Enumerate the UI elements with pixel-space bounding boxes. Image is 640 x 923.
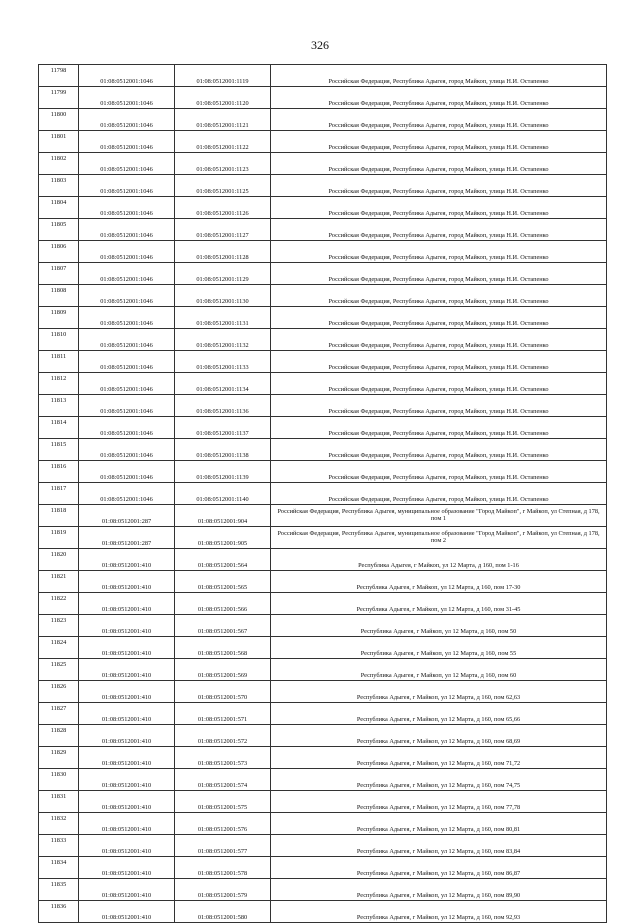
table-row [39, 769, 607, 791]
parent-cadastral-number: 01:08:0512001:410 [79, 593, 175, 615]
cadastral-number: 01:08:0512001:571 [175, 703, 271, 725]
cadastral-number: 01:08:0512001:1134 [175, 373, 271, 395]
table-row [39, 351, 607, 373]
address: Республика Адыгея, г Майкоп, ул 12 Марта, д 160, пом 68,69 [271, 725, 607, 747]
table-row [39, 417, 607, 439]
row-number: 11829 [39, 747, 79, 769]
parent-cadastral-number: 01:08:0512001:1046 [79, 87, 175, 109]
cadastral-number: 01:08:0512001:575 [175, 791, 271, 813]
address: Республика Адыгея, г Майкоп, ул 12 Марта, д 160, пом 65,66 [271, 703, 607, 725]
row-number: 11821 [39, 571, 79, 593]
address: Республика Адыгея, г Майкоп, ул 12 Марта, д 160, пом 55 [271, 637, 607, 659]
table-row [39, 857, 607, 879]
parent-cadastral-number: 01:08:0512001:410 [79, 835, 175, 857]
cadastral-number: 01:08:0512001:1132 [175, 329, 271, 351]
table-row [39, 593, 607, 615]
table-row [39, 241, 607, 263]
row-number: 11810 [39, 329, 79, 351]
parent-cadastral-number: 01:08:0512001:410 [79, 813, 175, 835]
address: Российская Федерация, Республика Адыгея, город Майкоп, улица Н.И. Остапенко [271, 285, 607, 307]
table-row [39, 571, 607, 593]
cadastral-number: 01:08:0512001:1139 [175, 461, 271, 483]
parent-cadastral-number: 01:08:0512001:410 [79, 747, 175, 769]
row-number: 11816 [39, 461, 79, 483]
address: Российская Федерация, Республика Адыгея, город Майкоп, улица Н.И. Остапенко [271, 461, 607, 483]
table-row [39, 527, 607, 549]
row-number: 11800 [39, 109, 79, 131]
row-number: 11819 [39, 527, 79, 549]
cadastral-number: 01:08:0512001:1125 [175, 175, 271, 197]
cadastral-number: 01:08:0512001:568 [175, 637, 271, 659]
address: Республика Адыгея, г Майкоп, ул 12 Марта, д 160, пом 80,81 [271, 813, 607, 835]
cadastral-number: 01:08:0512001:1120 [175, 87, 271, 109]
address: Республика Адыгея, г Майкоп, ул 12 Марта, д 160, пом 17-30 [271, 571, 607, 593]
parent-cadastral-number: 01:08:0512001:1046 [79, 65, 175, 87]
cadastral-number: 01:08:0512001:1137 [175, 417, 271, 439]
row-number: 11806 [39, 241, 79, 263]
parent-cadastral-number: 01:08:0512001:287 [79, 527, 175, 549]
row-number: 11835 [39, 879, 79, 901]
cadastral-number: 01:08:0512001:579 [175, 879, 271, 901]
cadastral-number: 01:08:0512001:569 [175, 659, 271, 681]
row-number: 11805 [39, 219, 79, 241]
parent-cadastral-number: 01:08:0512001:1046 [79, 351, 175, 373]
table-row [39, 197, 607, 219]
address: Российская Федерация, Республика Адыгея, город Майкоп, улица Н.И. Остапенко [271, 219, 607, 241]
table-row [39, 747, 607, 769]
address: Республика Адыгея, г Майкоп, ул 12 Марта, д 160, пом 71,72 [271, 747, 607, 769]
address: Республика Адыгея, г Майкоп, ул 12 Марта, д 160, пом 92,93 [271, 901, 607, 923]
table-row [39, 219, 607, 241]
address: Республика Адыгея, г Майкоп, ул 12 Марта, д 160, пом 83,84 [271, 835, 607, 857]
cadastral-number: 01:08:0512001:1122 [175, 131, 271, 153]
row-number: 11832 [39, 813, 79, 835]
address: Республика Адыгея, г Майкоп, ул 12 Марта, д 160, пом 1-16 [271, 549, 607, 571]
cadastral-number: 01:08:0512001:572 [175, 725, 271, 747]
table-row [39, 307, 607, 329]
cadastral-number: 01:08:0512001:573 [175, 747, 271, 769]
row-number: 11817 [39, 483, 79, 505]
address: Республика Адыгея, г Майкоп, ул 12 Марта, д 160, пом 77,78 [271, 791, 607, 813]
row-number: 11820 [39, 549, 79, 571]
row-number: 11836 [39, 901, 79, 923]
parent-cadastral-number: 01:08:0512001:1046 [79, 219, 175, 241]
table-row [39, 791, 607, 813]
row-number: 11833 [39, 835, 79, 857]
parent-cadastral-number: 01:08:0512001:410 [79, 637, 175, 659]
table-row [39, 109, 607, 131]
parent-cadastral-number: 01:08:0512001:410 [79, 703, 175, 725]
address: Российская Федерация, Республика Адыгея, город Майкоп, улица Н.И. Остапенко [271, 439, 607, 461]
cadastral-number: 01:08:0512001:570 [175, 681, 271, 703]
cadastral-number: 01:08:0512001:1136 [175, 395, 271, 417]
table-row [39, 87, 607, 109]
parent-cadastral-number: 01:08:0512001:410 [79, 857, 175, 879]
row-number: 11812 [39, 373, 79, 395]
row-number: 11822 [39, 593, 79, 615]
address: Российская Федерация, Республика Адыгея, город Майкоп, улица Н.И. Остапенко [271, 175, 607, 197]
table-row [39, 615, 607, 637]
parent-cadastral-number: 01:08:0512001:410 [79, 769, 175, 791]
cadastral-number: 01:08:0512001:1140 [175, 483, 271, 505]
parent-cadastral-number: 01:08:0512001:1046 [79, 241, 175, 263]
cadastral-number: 01:08:0512001:574 [175, 769, 271, 791]
address: Российская Федерация, Республика Адыгея, город Майкоп, улица Н.И. Остапенко [271, 153, 607, 175]
address: Российская Федерация, Республика Адыгея, город Майкоп, улица Н.И. Остапенко [271, 373, 607, 395]
row-number: 11834 [39, 857, 79, 879]
address: Российская Федерация, Республика Адыгея, муниципальное образование "Город Майкоп", г Майкоп, ул Степная, д 178, пом 2 [271, 527, 607, 549]
row-number: 11814 [39, 417, 79, 439]
cadastral-number: 01:08:0512001:567 [175, 615, 271, 637]
table-row [39, 703, 607, 725]
table-row [39, 659, 607, 681]
row-number: 11823 [39, 615, 79, 637]
table-row [39, 483, 607, 505]
row-number: 11831 [39, 791, 79, 813]
table-row [39, 549, 607, 571]
parent-cadastral-number: 01:08:0512001:410 [79, 615, 175, 637]
cadastral-number: 01:08:0512001:578 [175, 857, 271, 879]
cadastral-number: 01:08:0512001:1138 [175, 439, 271, 461]
cadastral-number: 01:08:0512001:576 [175, 813, 271, 835]
parent-cadastral-number: 01:08:0512001:1046 [79, 153, 175, 175]
table-row [39, 439, 607, 461]
table-row [39, 175, 607, 197]
table-row [39, 725, 607, 747]
row-number: 11827 [39, 703, 79, 725]
row-number: 11828 [39, 725, 79, 747]
address: Республика Адыгея, г Майкоп, ул 12 Марта, д 160, пом 31-45 [271, 593, 607, 615]
cadastral-number: 01:08:0512001:1119 [175, 65, 271, 87]
row-number: 11818 [39, 505, 79, 527]
cadastral-number: 01:08:0512001:1131 [175, 307, 271, 329]
parent-cadastral-number: 01:08:0512001:410 [79, 879, 175, 901]
address: Российская Федерация, Республика Адыгея, город Майкоп, улица Н.И. Остапенко [271, 109, 607, 131]
address: Российская Федерация, Республика Адыгея, город Майкоп, улица Н.И. Остапенко [271, 329, 607, 351]
parent-cadastral-number: 01:08:0512001:1046 [79, 109, 175, 131]
cadastral-number: 01:08:0512001:1130 [175, 285, 271, 307]
table-row [39, 373, 607, 395]
parent-cadastral-number: 01:08:0512001:410 [79, 571, 175, 593]
parent-cadastral-number: 01:08:0512001:1046 [79, 417, 175, 439]
cadastral-number: 01:08:0512001:904 [175, 505, 271, 527]
registry-table [38, 64, 607, 923]
parent-cadastral-number: 01:08:0512001:1046 [79, 285, 175, 307]
row-number: 11807 [39, 263, 79, 285]
table-row [39, 65, 607, 87]
row-number: 11808 [39, 285, 79, 307]
row-number: 11830 [39, 769, 79, 791]
parent-cadastral-number: 01:08:0512001:410 [79, 791, 175, 813]
table-row [39, 329, 607, 351]
cadastral-number: 01:08:0512001:1133 [175, 351, 271, 373]
cadastral-number: 01:08:0512001:1123 [175, 153, 271, 175]
cadastral-number: 01:08:0512001:564 [175, 549, 271, 571]
parent-cadastral-number: 01:08:0512001:1046 [79, 483, 175, 505]
cadastral-number: 01:08:0512001:1121 [175, 109, 271, 131]
table-row [39, 285, 607, 307]
parent-cadastral-number: 01:08:0512001:287 [79, 505, 175, 527]
registry-table-body [39, 65, 607, 923]
parent-cadastral-number: 01:08:0512001:410 [79, 901, 175, 923]
row-number: 11804 [39, 197, 79, 219]
table-row [39, 263, 607, 285]
parent-cadastral-number: 01:08:0512001:1046 [79, 197, 175, 219]
parent-cadastral-number: 01:08:0512001:1046 [79, 307, 175, 329]
row-number: 11824 [39, 637, 79, 659]
cadastral-number: 01:08:0512001:905 [175, 527, 271, 549]
parent-cadastral-number: 01:08:0512001:410 [79, 659, 175, 681]
parent-cadastral-number: 01:08:0512001:1046 [79, 175, 175, 197]
address: Республика Адыгея, г Майкоп, ул 12 Марта, д 160, пом 50 [271, 615, 607, 637]
page-number: 326 [311, 38, 329, 52]
cadastral-number: 01:08:0512001:580 [175, 901, 271, 923]
table-row [39, 153, 607, 175]
row-number: 11803 [39, 175, 79, 197]
address: Российская Федерация, Республика Адыгея, город Майкоп, улица Н.И. Остапенко [271, 483, 607, 505]
address: Российская Федерация, Республика Адыгея, город Майкоп, улица Н.И. Остапенко [271, 351, 607, 373]
address: Республика Адыгея, г Майкоп, ул 12 Марта, д 160, пом 74,75 [271, 769, 607, 791]
cadastral-number: 01:08:0512001:565 [175, 571, 271, 593]
address: Республика Адыгея, г Майкоп, ул 12 Марта, д 160, пом 89,90 [271, 879, 607, 901]
parent-cadastral-number: 01:08:0512001:1046 [79, 329, 175, 351]
parent-cadastral-number: 01:08:0512001:1046 [79, 131, 175, 153]
table-row [39, 131, 607, 153]
row-number: 11825 [39, 659, 79, 681]
parent-cadastral-number: 01:08:0512001:410 [79, 725, 175, 747]
row-number: 11811 [39, 351, 79, 373]
address: Российская Федерация, Республика Адыгея, город Майкоп, улица Н.И. Остапенко [271, 65, 607, 87]
table-row [39, 835, 607, 857]
table-row [39, 395, 607, 417]
table-row [39, 461, 607, 483]
address: Российская Федерация, Республика Адыгея, город Майкоп, улица Н.И. Остапенко [271, 131, 607, 153]
cadastral-number: 01:08:0512001:577 [175, 835, 271, 857]
address: Республика Адыгея, г Майкоп, ул 12 Марта, д 160, пом 60 [271, 659, 607, 681]
cadastral-number: 01:08:0512001:1126 [175, 197, 271, 219]
parent-cadastral-number: 01:08:0512001:1046 [79, 461, 175, 483]
address: Российская Федерация, Республика Адыгея, город Майкоп, улица Н.И. Остапенко [271, 197, 607, 219]
cadastral-number: 01:08:0512001:1127 [175, 219, 271, 241]
parent-cadastral-number: 01:08:0512001:1046 [79, 439, 175, 461]
table-row [39, 813, 607, 835]
address: Республика Адыгея, г Майкоп, ул 12 Марта, д 160, пом 86,87 [271, 857, 607, 879]
row-number: 11813 [39, 395, 79, 417]
parent-cadastral-number: 01:08:0512001:410 [79, 681, 175, 703]
parent-cadastral-number: 01:08:0512001:410 [79, 549, 175, 571]
parent-cadastral-number: 01:08:0512001:1046 [79, 395, 175, 417]
address: Российская Федерация, Республика Адыгея, город Майкоп, улица Н.И. Остапенко [271, 395, 607, 417]
table-row [39, 681, 607, 703]
row-number: 11802 [39, 153, 79, 175]
cadastral-number: 01:08:0512001:566 [175, 593, 271, 615]
address: Российская Федерация, Республика Адыгея, город Майкоп, улица Н.И. Остапенко [271, 417, 607, 439]
row-number: 11826 [39, 681, 79, 703]
row-number: 11798 [39, 65, 79, 87]
row-number: 11815 [39, 439, 79, 461]
address: Республика Адыгея, г Майкоп, ул 12 Марта, д 160, пом 62,63 [271, 681, 607, 703]
row-number: 11801 [39, 131, 79, 153]
table-row [39, 637, 607, 659]
table-row [39, 505, 607, 527]
address: Российская Федерация, Республика Адыгея, муниципальное образование "Город Майкоп", г Майкоп, ул Степная, д 178, пом 1 [271, 505, 607, 527]
address: Российская Федерация, Республика Адыгея, город Майкоп, улица Н.И. Остапенко [271, 241, 607, 263]
address: Российская Федерация, Республика Адыгея, город Майкоп, улица Н.И. Остапенко [271, 307, 607, 329]
table-row [39, 901, 607, 923]
row-number: 11809 [39, 307, 79, 329]
table-row [39, 879, 607, 901]
parent-cadastral-number: 01:08:0512001:1046 [79, 263, 175, 285]
cadastral-number: 01:08:0512001:1128 [175, 241, 271, 263]
address: Российская Федерация, Республика Адыгея, город Майкоп, улица Н.И. Остапенко [271, 87, 607, 109]
address: Российская Федерация, Республика Адыгея, город Майкоп, улица Н.И. Остапенко [271, 263, 607, 285]
cadastral-number: 01:08:0512001:1129 [175, 263, 271, 285]
parent-cadastral-number: 01:08:0512001:1046 [79, 373, 175, 395]
row-number: 11799 [39, 87, 79, 109]
